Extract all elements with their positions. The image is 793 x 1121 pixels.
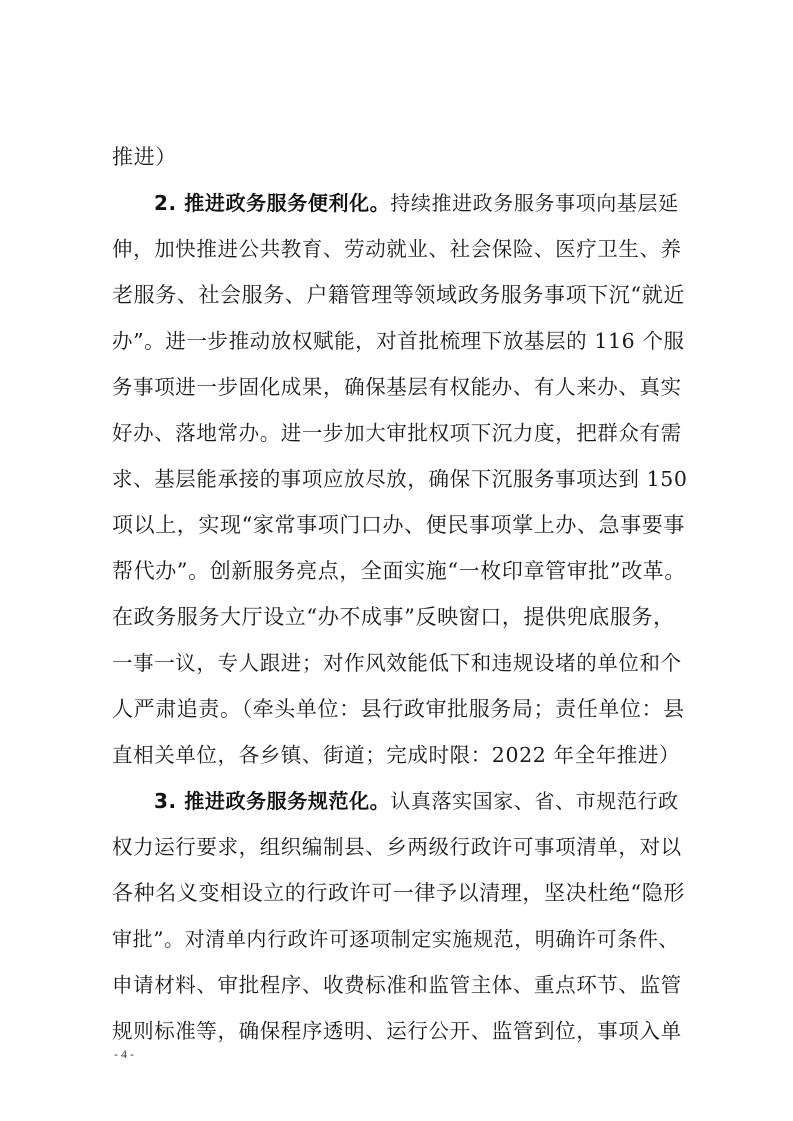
text-line-14: 直相关单位，各乡镇、街道；完成时限：2022 年全年推进） bbox=[112, 743, 681, 767]
text-line-10: 帮代办”。创新服务亮点，全面实施“一枚印章管审批”改革。 bbox=[112, 559, 687, 583]
text-line-16: 权力运行要求，组织编制县、乡两级行政许可事项清单，对以 bbox=[112, 835, 682, 859]
section-2-first-line: 2. 推进政务服务便利化。持续推进政务服务事项向基层延 bbox=[154, 191, 679, 215]
text-line-7: 好办、落地常办。进一步加大审批权项下沉力度，把群众有需 bbox=[112, 421, 682, 445]
section-3-first-line: 3. 推进政务服务规范化。认真落实国家、省、市规范行政 bbox=[154, 789, 679, 813]
text-line-20: 规则标准等，确保程序透明、运行公开、监管到位，事项入单 bbox=[112, 1019, 682, 1043]
section-2-heading: 2. 推进政务服务便利化。 bbox=[154, 191, 391, 215]
text-line-5: 办”。进一步推动放权赋能，对首批梳理下放基层的 116 个服 bbox=[112, 329, 685, 353]
text-line-13: 人严肃追责。（牵头单位：县行政审批服务局；责任单位：县 bbox=[112, 697, 685, 721]
text-line-12: 一事一议，专人跟进；对作风效能低下和违规设堵的单位和个 bbox=[112, 651, 682, 675]
text-line-1: 推进） bbox=[112, 145, 177, 169]
text-line-11: 在政务服务大厅设立“办不成事”反映窗口，提供兜底服务， bbox=[112, 605, 675, 629]
text-line-8: 求、基层能承接的事项应放尽放，确保下沉服务事项达到 150 bbox=[112, 467, 688, 491]
section-3-heading: 3. 推进政务服务规范化。 bbox=[154, 789, 391, 813]
page-number: - 4 - bbox=[114, 1047, 134, 1061]
text-line-18: 审批”。对清单内行政许可逐项制定实施规范，明确许可条件、 bbox=[112, 927, 680, 951]
text-line-3: 伸，加快推进公共教育、劳动就业、社会保险、医疗卫生、养 bbox=[112, 237, 682, 261]
text-line-9: 项以上，实现“家常事项门口办、便民事项掌上办、急事要事 bbox=[112, 513, 685, 537]
text-line-19: 申请材料、审批程序、收费标准和监管主体、重点环节、监管 bbox=[112, 973, 682, 997]
text-line-4: 老服务、社会服务、户籍管理等领域政务服务事项下沉“就近 bbox=[112, 283, 685, 307]
text-line-6: 务事项进一步固化成果，确保基层有权能办、有人来办、真实 bbox=[112, 375, 682, 399]
text-line-17: 各种名义变相设立的行政许可一律予以清理，坚决杜绝“隐形 bbox=[112, 881, 685, 905]
